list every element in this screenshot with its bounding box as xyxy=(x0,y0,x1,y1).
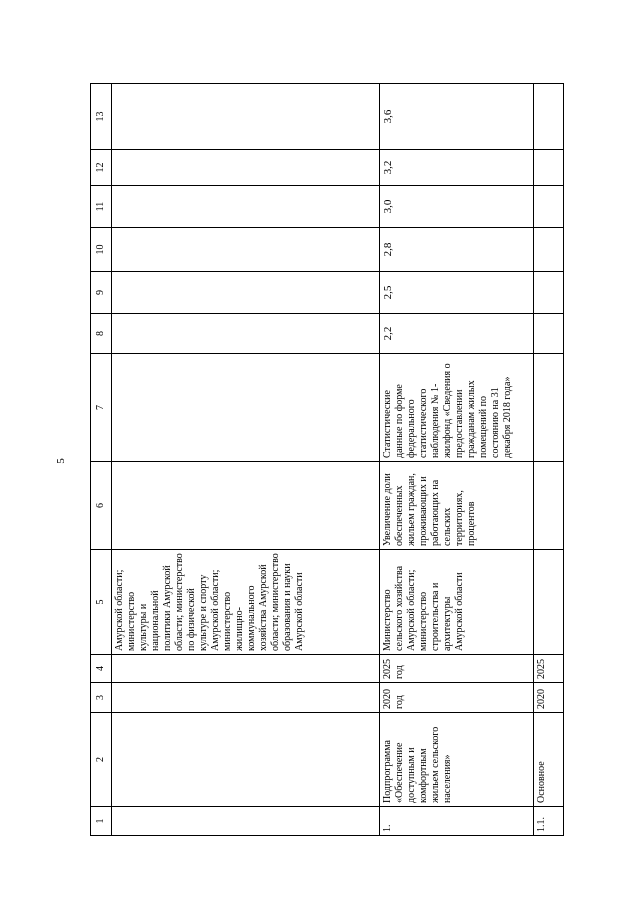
cell xyxy=(112,272,380,314)
cell xyxy=(112,655,380,683)
executors-cell: Амурской области; министерство культуры и национальной политики Амурской области; министерство по физической культуре и спорту Амурской области; министерство жилищно-коммунального хозяйства Амурской области; министерство образования и науки Амурской области xyxy=(112,550,380,655)
table-row-continuation xyxy=(112,84,380,836)
program-table xyxy=(90,83,564,836)
value-cell: 2,2 xyxy=(380,314,534,354)
value-cell: 3,2 xyxy=(380,150,534,186)
cell xyxy=(534,354,564,462)
cell xyxy=(112,713,380,807)
cell xyxy=(112,150,380,186)
col-header-10: 10 xyxy=(91,228,112,272)
col-header-5: 5 xyxy=(91,550,112,655)
cell xyxy=(112,354,380,462)
source-cell: Статистические данные по форме федерального статистического наблюдения № 1-жилфонд «Сведения о предоставлении гражданам жилых помещений по состоянию на 31 декабря 2018 года» xyxy=(380,354,534,462)
col-header-4: 4 xyxy=(91,655,112,683)
cell xyxy=(534,186,564,228)
subprogram-name: Подпрограмма «Обеспечение доступным и комфортным жильем сельского населения» xyxy=(380,713,534,807)
cell xyxy=(112,314,380,354)
row-number: 1. xyxy=(380,807,534,836)
col-header-7: 7 xyxy=(91,354,112,462)
cell xyxy=(112,228,380,272)
executors-cell: Министерство сельского хозяйства Амурской области; министерство строительства и архитектуры Амурской области xyxy=(380,550,534,655)
col-header-6: 6 xyxy=(91,462,112,550)
col-header-3: 3 xyxy=(91,683,112,713)
cell xyxy=(112,186,380,228)
cell xyxy=(534,228,564,272)
value-cell: 3,6 xyxy=(380,84,534,150)
page-number: 5 xyxy=(55,458,67,464)
cell xyxy=(534,550,564,655)
indicator-cell: Увеличение доли обеспеченных жильем граждан, проживающих и работающих на сельских территориях, процентов xyxy=(380,462,534,550)
start-year: 2020 xyxy=(534,683,564,713)
value-cell: 2,8 xyxy=(380,228,534,272)
cell xyxy=(112,462,380,550)
col-header-12: 12 xyxy=(91,150,112,186)
cell xyxy=(112,683,380,713)
cell xyxy=(112,84,380,150)
row-number: 1.1. xyxy=(534,807,564,836)
cell xyxy=(534,150,564,186)
value-cell: 3,0 xyxy=(380,186,534,228)
cell xyxy=(534,272,564,314)
end-year: 2025 xyxy=(534,655,564,683)
table-row-item xyxy=(534,84,564,836)
end-year: 2025 год xyxy=(380,655,534,683)
cell xyxy=(534,84,564,150)
col-header-9: 9 xyxy=(91,272,112,314)
col-header-2: 2 xyxy=(91,713,112,807)
value-cell: 2,5 xyxy=(380,272,534,314)
col-header-8: 8 xyxy=(91,314,112,354)
header-row xyxy=(91,84,112,836)
table-row-subprogram xyxy=(380,84,534,836)
cell xyxy=(534,314,564,354)
rotated-table-area xyxy=(90,84,570,836)
start-year: 2020 год xyxy=(380,683,534,713)
cell xyxy=(534,462,564,550)
col-header-1: 1 xyxy=(91,807,112,836)
cell xyxy=(112,807,380,836)
item-name: Основное xyxy=(534,713,564,807)
col-header-13: 13 xyxy=(91,84,112,150)
col-header-11: 11 xyxy=(91,186,112,228)
